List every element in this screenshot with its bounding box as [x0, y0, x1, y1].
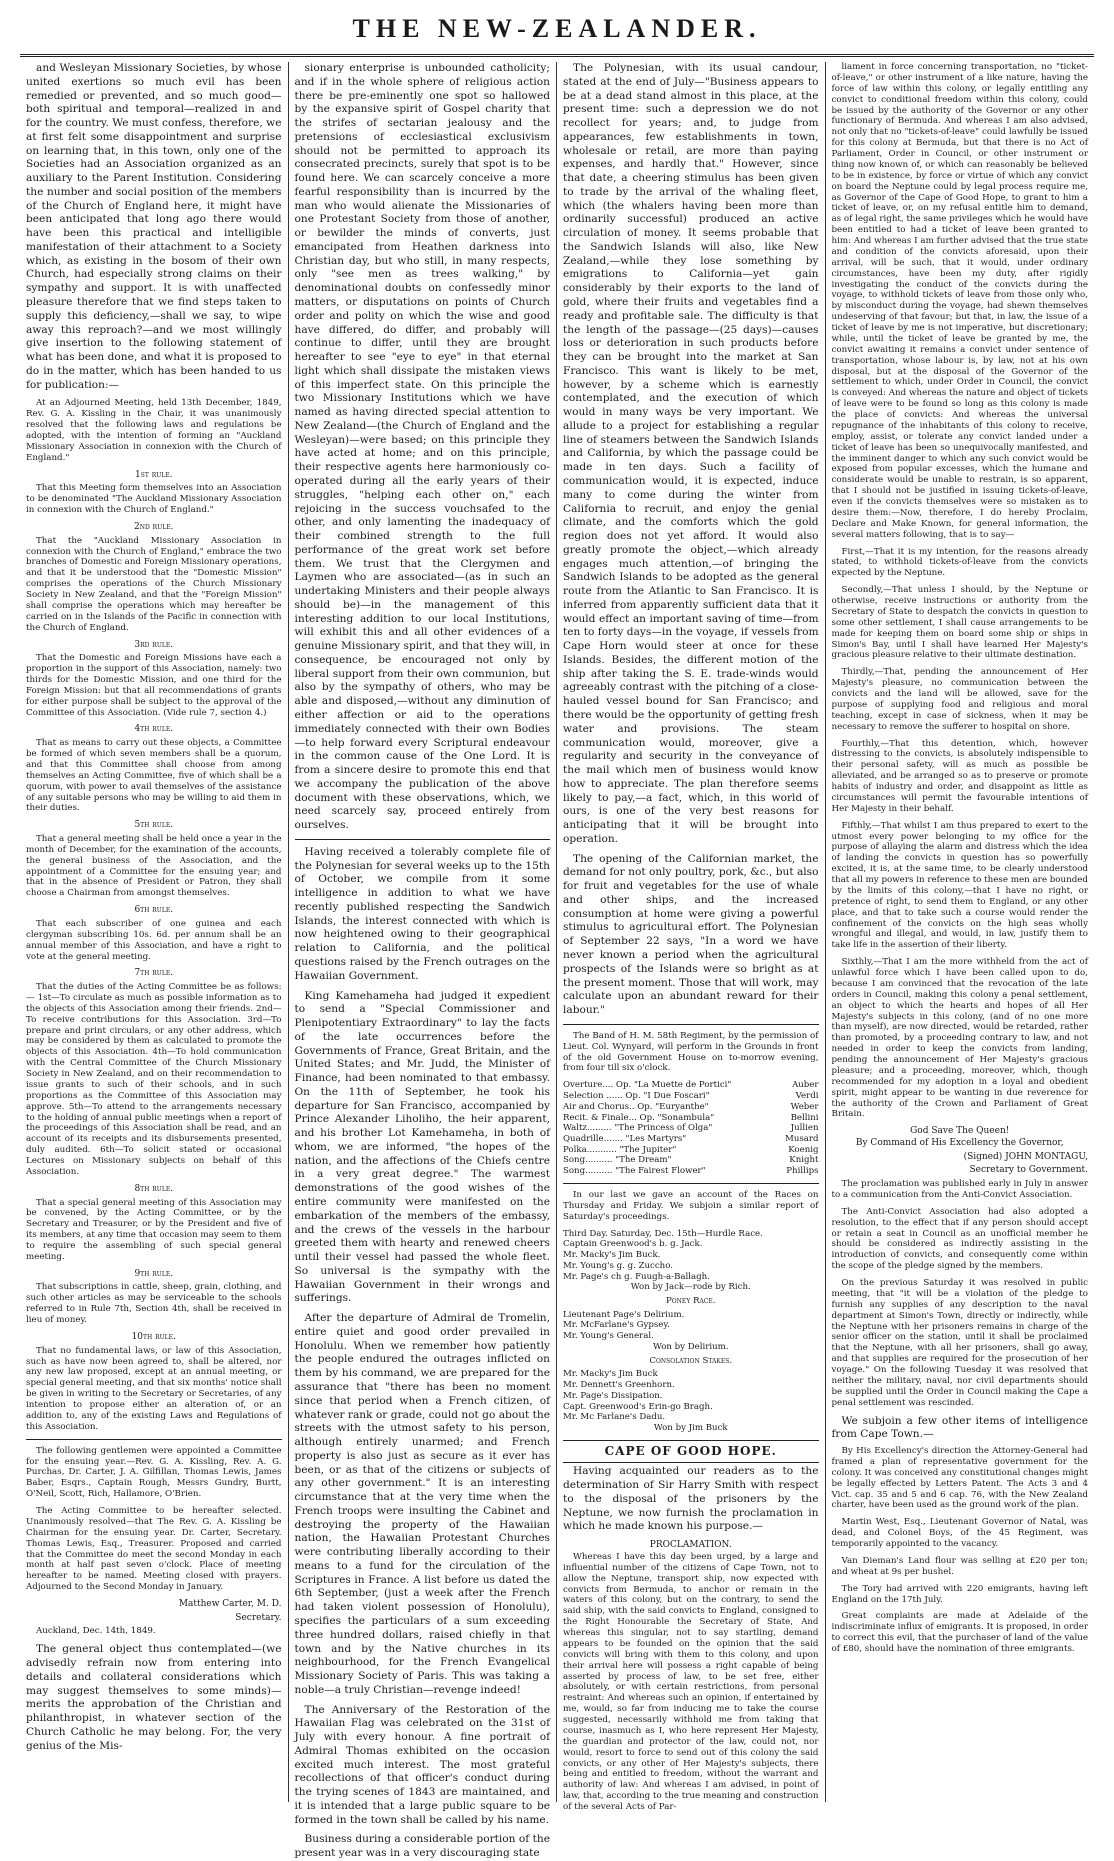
article-paragraph: The Polynesian, with its usual candour, stated at the end of July—"Business appears to be at a dead stand almost in this place, at the present time: such a depression we do not recollect for years; and, to judge from appearances, few establishments in town, wholesale or retail, are more than paying expenses, and hardly that." However, since that date, a cheering stimulus has been given to trade by the arrival of the whaling fleet, which (the whalers having been more than ordinarily successful) produced an active circulation of money. It seems probable that the Sandwich Islands will also, like New Zealand,—while they lose something by emigrations to California—yet gain considerably by their exports to the land of gold, where their fruits and vegetables find a ready and profitable sale. The difficulty is that the length of the passage—(25 days)—causes loss or deterioration in such products before they can be brought into the market at San Francisco. This want is likely to be met, however, by a scheme which is earnestly contemplated, and the execution of which would in many ways be very important. We allude to a project for establishing a regular line of steamers between the Sandwich Islands and California, by which the passage could be made in ten days. Such a facility of communication would, it is expected, induce many to come during the winter from California to recruit, and enjoy the genial climate, and the comforts which the gold region does not yet afford. It would also greatly promote the object,—which already engages much attention,—of bringing the Sandwich Islands to be adopted as the general route from the Atlantic to San Francisco. It is inferred from apparently sufficient data that it would effect an important saving of time—from ten to forty days—in the voyage, if vessels from Cape Horn would steer at once for these Islands. Besides, the different motion of the ship after taking the S. E. trade-winds would agreeably contrast with the pitching of a close-hauled vessel bound for San Francisco; and there would be the opportunity of getting fresh water and provisions. The steam communication would, moreover, give a regularity and security in the conveyance of the mail which men of business would know how to appreciate. The plan therefore seems likely to pay,—a fact, which, in this world of ours, is one of the very best reasons for anticipating that it will be brought into operation. — [563, 62, 819, 845]
program-composer: Musard — [785, 1134, 819, 1144]
rule-text: That the duties of the Acting Committee be as follows:— 1st—To circulate as much as possible information as to the objects of this Association among their friends. 2nd—To receive contributions for this Association. 3rd—To prepare and print circulars, or any other address, which may be considered by them as calculated to promote the objects of this Association. 4th—To hold communication with the Central Committee of the Church Missionary Society in New Zealand, and on their recommendation to issue grants to such of their schools, and in such proportions as the Committee of this Association may approve. 5th—To attend to the arrangements necessary to the holding of annual public meetings when a report of the proceedings of this Association shall be read, and an account of its receipts and its disbursements presented, duly audited. 6th—To solicit stated or occasional Lectures on Missionary subjects on behalf of this Association. — [26, 982, 282, 1177]
program-composer: Koenig — [788, 1144, 819, 1155]
proclamation-item: Thirdly,—That, pending the announcement of Her Majesty's pleasure, no communication between the convicts and the land will be allowed, save for the purpose of supplying food and religious and moral teaching, except in case of sickness, when it may be necessary to remove the sufferer to hospital on shore. — [831, 667, 1088, 732]
program-composer: Knight — [789, 1155, 819, 1166]
race-entry: Capt. Greenwood's Erin-go Bragh. — [563, 1401, 713, 1412]
divider — [563, 1024, 819, 1025]
rule-label: 3rd rule. — [134, 639, 174, 650]
race-entry: Mr. Macky's Jim Buck — [563, 1369, 658, 1380]
rule-label: 2nd rule. — [134, 521, 174, 532]
masthead-rule — [20, 54, 1094, 57]
proclamation-item: First,—That it is my intention, for the reasons already stated, to withhold tickets-of-leave from the convicts expected by the Neptune. — [831, 546, 1088, 579]
column-4 — [826, 62, 1095, 1802]
article-paragraph: Business during a considerable portion of the present year was in a very discouraging state — [294, 1833, 550, 1860]
rule-label: 9th rule. — [134, 1268, 174, 1279]
program-composer: Weber — [790, 1101, 819, 1112]
news-item: Great complaints are made at Adelaide of the indiscriminate influx of emigrants. It is proposed, in order to correct this evil, that the purchaser of land of the value of £80, should have the nomination of three emigrants. — [831, 1611, 1088, 1655]
race-results — [563, 1229, 819, 1434]
race-entry: Mr. Mc Farlane's Dadu. — [563, 1412, 666, 1423]
news-item: The Tory had arrived with 220 emigrants, having left England on the 17th July. — [831, 1583, 1088, 1605]
article-paragraph: The proclamation was published early in July in answer to a communication from the Anti-Convict Association. — [831, 1179, 1088, 1200]
divider — [563, 1183, 819, 1184]
program-item — [563, 1145, 819, 1156]
god-save-the-queen: God Save The Queen! — [910, 1126, 1010, 1137]
program-composer: Phillips — [786, 1166, 819, 1177]
band-notice: The Band of H. M. 58th Regiment, by the permission of Lieut. Col. Wynyard, will perform in the Grounds in front of the old Government House on to-morrow evening, from four till six o'clock. — [563, 1030, 819, 1074]
rule-text: That the "Auckland Missionary Association in connexion with the Church of England," embrace the two branches of Domestic and Foreign Missionary operations, and that it be understood that the "Domestic Mission" comprises the operations of the Church Missionary Society in New Zealand, and that the "Foreign Mission" shall comprise the operations which may hereafter be carried on in the Islands of the Pacific in connection with the Church of England. — [26, 535, 282, 633]
article-paragraph: The general object thus contemplated—(we advisedly refrain now from entering into details and collateral considerations which may suggest themselves to some minds)—merits the approbation of the Christian and philanthropist, in whatever section of the Church Catholic he may belong. For, the very genius of the Mis- — [26, 1643, 282, 1752]
by-command: By Command of His Excellency the Governor, — [855, 1137, 1064, 1148]
race-winner: Won by Jack—rode by Rich. — [630, 1282, 751, 1293]
race-entry: Mr. Young's General. — [563, 1331, 654, 1342]
rule-text: That as means to carry out these objects, a Committee be formed of which seven members shall be a quorum, and that this Committee shall choose from among themselves an Acting Committee, five of which shall be a quorum, with power to avail themselves of the assistance of any suitable persons who may be willing to aid them in their duties. — [26, 738, 282, 814]
proclamation-text: Whereas I have this day been urged, by a large and influential number of the citizens of Cape Town, not to allow the Neptune, transport ship, now expected with convicts from Bermuda, to anchor or remain in the waters of this colony, but on the contrary, to send the said ship, with the said convicts to England, consigned to the Right Honourable the Secretary of State, And whereas this singular, not to say startling, demand appears to be founded on the opinion that the said convicts will bring with them to this colony, and upon their arrival here will possess a right capable of being asserted by process of law, to be set free, either absolutely, or with certain restrictions, from personal restraint: And whereas such an opinion, if entertained by me, would, so far from inducing me to take the course suggested, necessarily withhold me from taking that course, inasmuch as I, who here represent Her Majesty, the guardian and protector of the law, could not, nor would, resort to force to send out of this colony the said convicts, or any other of Her Majesty's subjects, there being and entitled to freedom, without the warrant and authority of law: And whereas I am advised, in point of law, that, according to the true meaning and construction of the several Acts of Par- — [563, 1551, 819, 1813]
rule-text: That each subscriber of one guinea and each clergyman subscribing 10s. 6d. per annum shall be an annual member of this Association, and have a right to vote at the general meeting. — [26, 918, 282, 962]
article-paragraph: King Kamehameha had judged it expedient to send a "Special Commissioner and Plenipotentiary Extraordinary" to lay the facts of the late occurrences before the Governments of France, Great Britain, and the United States; and Mr. Judd, the Minister of Finance, had been nominated to that embassy. On the 11th of September, he took his departure for San Francisco, accompanied by Prince Alexander Liholiho, the heir apparent, and his brother Lot Kamehameha, in both of whom, we are informed, "the hopes of the nation, and the affections of the Chiefs centre in a very great degree." The warmest demonstrations of the good wishes of the entire community were manifested on the embarkation of the members of the embassy, and the crews of the vessels in the harbour greeted them with hearty and renewed cheers until their vessel had passed the whole fleet. So universal is the sympathy with the Hawaiian Government in their wrongs and sufferings. — [294, 989, 550, 1305]
race-heading: Consolation Stakes. — [649, 1355, 733, 1366]
secretary-name: Matthew Carter, M. D. — [178, 1599, 282, 1609]
program-composer: Verdi — [795, 1091, 819, 1102]
news-item: By His Excellency's direction the Attorney-General had framed a plan of representative government for the colony. It was conceived any constitutional changes might be legally effected by Letters Patent. The Acts 3 and 4 Vict. cap. 35 and 5 and 6 cap. 76, with the New Zealand charter, have been used as the ground work of the plan. — [831, 1446, 1088, 1511]
band-program — [563, 1080, 819, 1177]
proclamation-item: Sixthly,—That I am the more withheld from the act of unlawful force which I have been called upon to do, because I am convinced that the revocation of the late orders in Council, making this colony a penal settlement, an object to which the hearts and hopes of all Her Majesty's subjects in this colony, (and of no one more than myself), are now directed, would be retarded, rather than promoted, by a proceeding contrary to law, and not needed in order to keep the convicts from landing, pending the announcement of Her Majesty's gracious pleasure; and a proceeding, moreover, which, though recommended for my adoption in a loyal and obedient spirit, might appear to be wanting in due reverence for the authority of the Crown and Parliament of Great Britain. — [831, 957, 1088, 1120]
signatory-title: Secretary to Government. — [969, 1165, 1088, 1176]
program-item — [563, 1080, 819, 1091]
race-entry: Mr. Page's Dissipation. — [563, 1390, 663, 1401]
program-item — [563, 1166, 819, 1177]
rule-text: That a special general meeting of this Association may be convened, by the Acting Committee, or by the Secretary and Treasurer, or by the President and five of its members, at any time that occasion may seem to them to require the assembling of such special general meeting. — [26, 1197, 282, 1262]
race-entry: Mr. Page's ch g. Fuugh-a-Ballagh. — [563, 1271, 710, 1282]
rule-label: 8th rule. — [134, 1183, 174, 1194]
acting-committee: The Acting Committee to be hereafter selected. Unanimously resolved—that The Rev. G. A. Kissling be Chairman for the ensuing year. Dr. Carter, Secretary. Thomas Lewis, Esq., Treasurer. Proposed and carried that the Committee do meet the second Monday in each month at half past seven o'clock. Place of meeting hereafter to be named. Meeting closed with prayers. Adjourned to the Second Monday in January. — [26, 1506, 282, 1593]
committee-list: The following gentlemen were appointed a Committee for the ensuing year.—Rev. G. A. Kissling, Rev. A. G. Purchas, Dr. Carter, J. A. Gilfillan, Thomas Lewis, James Baber, Esqrs., Captain Rough, Messrs Gundry, Burtt, O'Neil, Scott, Rich, Hallamore, O'Brien. — [26, 1445, 282, 1500]
rule-label: 4th rule. — [134, 724, 174, 735]
program-composer: Jullien — [790, 1123, 819, 1134]
rule-label: 6th rule. — [134, 905, 174, 916]
article-paragraph: Having received a tolerably complete file of the Polynesian for several weeks up to the 15th of October, we compile from it some intelligence in addition to what we have recently published respecting the Sandwich Islands, the interest connected with which is now heightened owing to their geographical relation to California, and the political questions raised by the French outrages on the Hawaiian Government. — [294, 845, 550, 982]
program-item — [563, 1123, 819, 1134]
section-heading: CAPE OF GOOD HOPE. — [563, 1440, 819, 1464]
race-entry: Mr. McFarlane's Gypsey. — [563, 1320, 670, 1331]
secretary-title: Secretary. — [235, 1612, 282, 1623]
article-paragraph: The Anniversary of the Restoration of the Hawaiian Flag was celebrated on the 31st of July with every honour. A fine portrait of Admiral Thomas exhibited on the occasion excited much interest. The most grateful recollections of that officer's conduct during the trying scenes of 1843 are maintained, and it is intended that a large public square to be formed in the town shall be called by his name. — [294, 1703, 550, 1826]
rule-text: That the Domestic and Foreign Missions have each a proportion in the support of this Association, namely: two thirds for the Domestic Mission, and one third for the Foreign Mission: but that all recommendations of grants for either purpose shall be subject to the approval of the Committee of this Association. (Vide rule 7, section 4.) — [26, 653, 282, 718]
rule-label: 7th rule. — [134, 968, 174, 979]
proclamation-item: Fifthly,—That whilst I am thus prepared to exert to the utmost every power belonging to my office for the purpose of allaying the alarm and distress which the idea of landing the convicts in question has so powerfully excited, it is, at the same time, to be clearly understood that all my powers in reference to these men are bounded by the limits of this colony,—that I have no right, or pretence of right, to send them to England, or any other place, and that to take such a course would render the confinement of the convicts on the high seas wholly wrongful and illegal, and would, in law, justify them to take life in the assertion of their liberty. — [831, 820, 1088, 951]
article-paragraph: After the departure of Admiral de Tromelin, entire quiet and good order prevailed in Honolulu. When we remember how patiently the people endured the outrages inflicted on them by his command, we are prepared for the assurance that "there has been no moment since that period when a French citizen, of whatever rank or grade, could not go about the streets with the utmost safety to his person, although entirely unarmed; and French property is also just as secure as it ever has been, or as that of the citizens or subjects of any other government." It is an interesting circumstance that at the very time when the French troops were insulting the Cabinet and destroying the property of the Hawaiian nation, the Hawaiian Protestant Churches were contributing liberally according to their means to a fund for the circulation of the Scriptures in France. A list before us dated the 6th September, (just a week after the French had taken violent possession of Honolulu), specifies the particulars of a sum exceeding three hundred dollars, raised chiefly in that town and by the Native churches in its neighbourhood, for the French Evangelical Missionary Society of Paris. This was taking a noble—a truly Christian—revenge indeed! — [294, 1312, 550, 1696]
race-entry: Lieutenant Page's Delirium. — [563, 1309, 685, 1320]
race-winner: Won by Delirium. — [652, 1341, 729, 1352]
article-paragraph: On the previous Saturday it was resolved in public meeting, that "it will be a violation of the pledge to furnish any supplies of any description to the naval department at Simon's Town, directly or indirectly, while the Neptune with her prisoners remains in charge of the senior officer on the station, until it shall be proclaimed that the Neptune, with all her prisoners, shall go away, and that supplies are required for the prosecution of her voyage." On the following Tuesday it was resolved that neither the military, naval, nor civil departments should be supplied until the Order in Council making the Cape a penal settlement was rescinded. — [831, 1278, 1088, 1408]
divider — [26, 1439, 282, 1440]
program-piece: Song.......... "The Fairest Flower" — [563, 1166, 706, 1177]
races-intro: In our last we gave an account of the Races on Thursday and Friday. We subjoin a similar report of Saturday's proceedings. — [563, 1189, 819, 1222]
article-paragraph: sionary enterprise is unbounded catholicity; and if in the whole sphere of religious action there be pre-eminently one spot so hallowed by the expansive spirit of Gospel charity that the strifes of sectarian jealousy and the pretensions of ecclesiastical exclusivism should not be permitted to approach its consecrated precincts, surely that spot is to be found here. We can scarcely conceive a more fearful responsibility than is incurred by the man who would alienate the Missionaries of one Protestant Society from those of another, or bewilder the minds of converts, just emancipated from Heathen darkness into Christian day, but who still, in many respects, only "see men as trees walking," by denominational doubts on confessedly minor matters, or disputations on points of Church order and polity on which the wise and good have differed, do differ, and probably will continue to differ, until they are brought hereafter to see "eye to eye" in that eternal light which shall dissipate the mistaken views of this imperfect state. On this principle the two Missionary Institutions which we have named as having directed special attention to New Zealand—(the Church of England and the Wesleyan)—were based; on this principle they have acted at home; and on this principle, their respective agents here harmoniously co-operated during all the early years of their struggles, "helping each other on," each rejoicing in the success vouchsafed to the other, and only lamenting the inadequacy of their combined strength to the full performance of the great work set before them. We trust that the Clergymen and Laymen who are associated—(as in such an undertaking Ministers and their people always should be)—in the management of this interesting addition to our local Institutions, will exhibit this and all other evidences of a genuine Missionary spirit, and that they will, in consequence, be encouraged not only by liberal support from their own communion, but also by the sympathy of others, who may be able and disposed,—without any diminution of either affection or aid to the operations immediately connected with their own Bodies—to help forward every Scriptural endeavour in the common cause of the One Lord. It is from a sincere desire to promote this end that we accompany the publication of the above document with these observations, which, we need scarcely say, proceed entirely from ourselves. — [294, 62, 550, 832]
column-3 — [557, 62, 826, 1813]
masthead — [20, 8, 1094, 60]
columns — [20, 62, 1094, 1860]
program-piece: Quadrille....... "Les Martyrs" — [563, 1134, 687, 1144]
proclamation-label: PROCLAMATION. — [649, 1540, 732, 1551]
proclamation-item: Secondly,—That unless I should, by the Neptune or otherwise, receive instructions or authority from the Secretary of State to despatch the convicts in question to some other settlement, I shall cause arrangements to be made for keeping them on board some ship or ships in Simon's Bay, until I shall have learned Her Majesty's gracious pleasure relative to their ultimate destination. — [831, 585, 1088, 661]
program-piece: Waltz......... "The Princess of Olga" — [563, 1123, 713, 1134]
race-entry: Mr. Young's g. g. Zuccho. — [563, 1260, 673, 1271]
subheading: We subjoin a few other items of intelligence from Cape Town.— — [831, 1414, 1088, 1441]
proclamation-item: Fourthly,—That this detention, which, however distressing to the convicts, is absolutely indispensible to their personal safety, will as much as possible be alleviated, and be arranged so as to preserve or promote habits of industry and order, and disappoint as little as circumstances will permit the favourable intentions of Her Majesty in their behalf. — [831, 738, 1088, 814]
rule-text: That a general meeting shall be held once a year in the month of December, for the examination of the accounts, the general business of the Association, and the appointment of a Committee for the ensuing year; and that in the absence of President or Patron, they shall choose a Chairman from amongst themselves. — [26, 833, 282, 899]
article-paragraph: The Anti-Convict Association had also adopted a resolution, to the effect that if any person should accept or retain a seat in Council as an unofficial member he should be considered as indirectly assisting in the introduction of convicts, and consequently come within the scope of the pledge signed by the members. — [831, 1206, 1088, 1272]
rule-text: That subscriptions in cattle, sheep, grain, clothing, and such other articles as may be serviceable to the schools referred to in Rule 7th, Section 4th, shall be received in lieu of money. — [26, 1282, 282, 1326]
program-composer: Auber — [792, 1080, 819, 1091]
program-item — [563, 1134, 819, 1145]
race-heading: Poney Race. — [665, 1295, 716, 1306]
meeting-resolution: At an Adjourned Meeting, held 13th December, 1849, Rev. G. A. Kissling in the Chair, it was unanimously resolved that the following laws and regulations be adopted, with the intention of forming an "Auckland Missionary Association in connexion with the Church of England." — [26, 398, 282, 463]
rule-label: 10th rule. — [131, 1331, 176, 1342]
article-paragraph: and Wesleyan Missionary Societies, by whose united exertions so much evil has been remedied or prevented, and so much good—both spiritual and temporal—realized in and for the country. We must confess, therefore, we at first felt some disappointment and surprise on learning that, in this town, only one of the Societies had an Association organized as an auxiliary to the Parent Institution. Considering the number and social position of the members of the Church of England here, it might have been anticipated that long ago there would have been this practical and intelligible manifestation of their attachment to a Society which, as existing in the bosom of their own Church, had especially strong claims on their sympathy and support. It is with unaffected pleasure therefore that we find steps taken to supply this deficiency,—shall we say, to wipe away this reproach?—and we most willingly give insertion to the following statement of what has been done, and what it is proposed to do in the matter, which has been handed to us for publication:— — [26, 62, 282, 391]
program-piece: Overture.... Op. "La Muette de Portici" — [563, 1080, 732, 1091]
news-item: Van Dieman's Land flour was selling at £20 per ton; and wheat at 9s per bushel. — [831, 1555, 1088, 1577]
signatory: (Signed) JOHN MONTAGU, — [963, 1151, 1088, 1162]
rule-text: That this Meeting form themselves into an Association to be denominated "The Auckland Missionary Association in connexion with the Church of England." — [26, 483, 282, 516]
column-1 — [20, 62, 289, 1802]
race-entry: Mr. Dennett's Greenhorn. — [563, 1380, 675, 1391]
race-entry: Mr. Macky's Jim Buck. — [563, 1250, 661, 1261]
race-entry: Captain Greenwood's b. g. Jack. — [563, 1239, 703, 1250]
program-piece: Air and Chorus.. Op. "Euryanthe" — [563, 1101, 709, 1112]
news-item: Martin West, Esq., Lieutenant Governor of Natal, was dead, and Colonel Boys, of the 45 Regiment, was temporarily appointed to the vacancy. — [831, 1517, 1088, 1550]
rule-text: That no fundamental laws, or law of this Association, such as have now been agreed to, shall be altered, nor any new law proposed, except at an annual meeting, or special general meeting, and that six months' notice shall be given in writing to the Secretary or Secretaries, of any intention to propose either an alteration of, or an addition to, any of the existing Laws and Regulations of this Association. — [26, 1345, 282, 1432]
race-winner: Won by Jim Buck — [653, 1423, 728, 1434]
article-paragraph: Having acquainted our readers as to the determination of Sir Harry Smith with respect to the disposal of the prisoners by the Neptune, we now furnish the proclamation in which he made known his purpose.— — [563, 1465, 819, 1533]
dateline: Auckland, Dec. 14th, 1849. — [36, 1626, 156, 1637]
program-piece: Selection ...... Op. "I Due Foscari" — [563, 1091, 710, 1102]
program-item — [563, 1113, 819, 1124]
program-piece: Polka........... "The Jupiter" — [563, 1144, 677, 1155]
article-paragraph: The opening of the Californian market, the demand for not only poultry, pork, &c., but also for fruit and vegetables for the use of whale and other ships, and the increased consumption at home were giving a powerful stimulus to agricultural effort. The Polynesian of September 22 says, "In a word we have never known a period when the agricultural prospects of the Islands were so bright as at the present moment. Those that will work, may calculate upon an abundant reward for their labour." — [563, 852, 819, 1017]
column-2 — [289, 62, 558, 1860]
program-item — [563, 1155, 819, 1166]
rule-label: 5th rule. — [134, 820, 174, 831]
program-piece: Recit. & Finale... Op. "Sonambula" — [563, 1112, 715, 1123]
program-composer: Bellini — [790, 1112, 819, 1123]
race-day: Third Day. Saturday, Dec. 15th—Hurdle Race. — [563, 1228, 763, 1239]
program-piece: Song.......... "The Dream" — [563, 1155, 672, 1166]
program-item — [563, 1102, 819, 1113]
newspaper-title: THE NEW-ZEALANDER. — [352, 14, 762, 43]
proclamation-text: liament in force concerning transportation, no "ticket-of-leave," or other instrument of a like nature, having the force of law within this colony, or legally entitling any convict to conditional freedom within this colony, could be issued by the authority of the Governor or any other functionary of Bermuda. And whereas I am also advised, not only that no "tickets-of-leave" could lawfully be issued for this colony at Bermuda, but that there is no Act of Parliament, Order in Council, or other instrument or thing now known of, or which can reasonably be believed to be in existence, by force or virtue of which any convict on board the Neptune could by legal process require me, as Governor of the Cape of Good Hope, to grant to him a ticket of leave, or, on my refusal entitle him to demand, as of legal right, the same privileges which he would have been entitled to had a ticket of leave been granted to him: And whereas I am further advised that the true state and condition of the convicts aforesaid, upon their arrival, will be such, that it would, under ordinary circumstances, have been my duty, after rigidly investigating the conduct of the convicts during the voyage, to withhold tickets of leave from those only who, by misconduct during the voyage, had shewn themselves undeserving of that favour; but that, in law, the issue of a ticket of leave by me is not imperative, but discretionary; while, until the ticket of leave be granted by me, the convict awaiting it remains a convict under sentence of transportation, whose labour is, by law, not at his own disposal, but at the disposal of the Governor of the settlement to which, under Order in Council, the convict is conveyed: And whereas the nature and object of tickets of leave were to be found so long as this colony is made the place of convicts: And whereas the universal repugnance of the inhabitants of this colony to receive, employ, assist, or tolerate any convict landed under a ticket of leave has been so unequivocally manifested, and the imminent danger to which any such convict would be exposed from popular excesses, which the humane and considerate would be unable to restrain, is so apparent, that I should not be justified in issuing tickets-of-leave, even if the convicts themselves were so mistaken as to desire them:—Now, therefore, I do hereby Proclaim, Declare and Make Known, for general information, the several matters following, that is to say— — [831, 62, 1088, 540]
divider — [295, 839, 551, 840]
program-item — [563, 1091, 819, 1102]
rule-label: 1st rule. — [135, 469, 173, 480]
